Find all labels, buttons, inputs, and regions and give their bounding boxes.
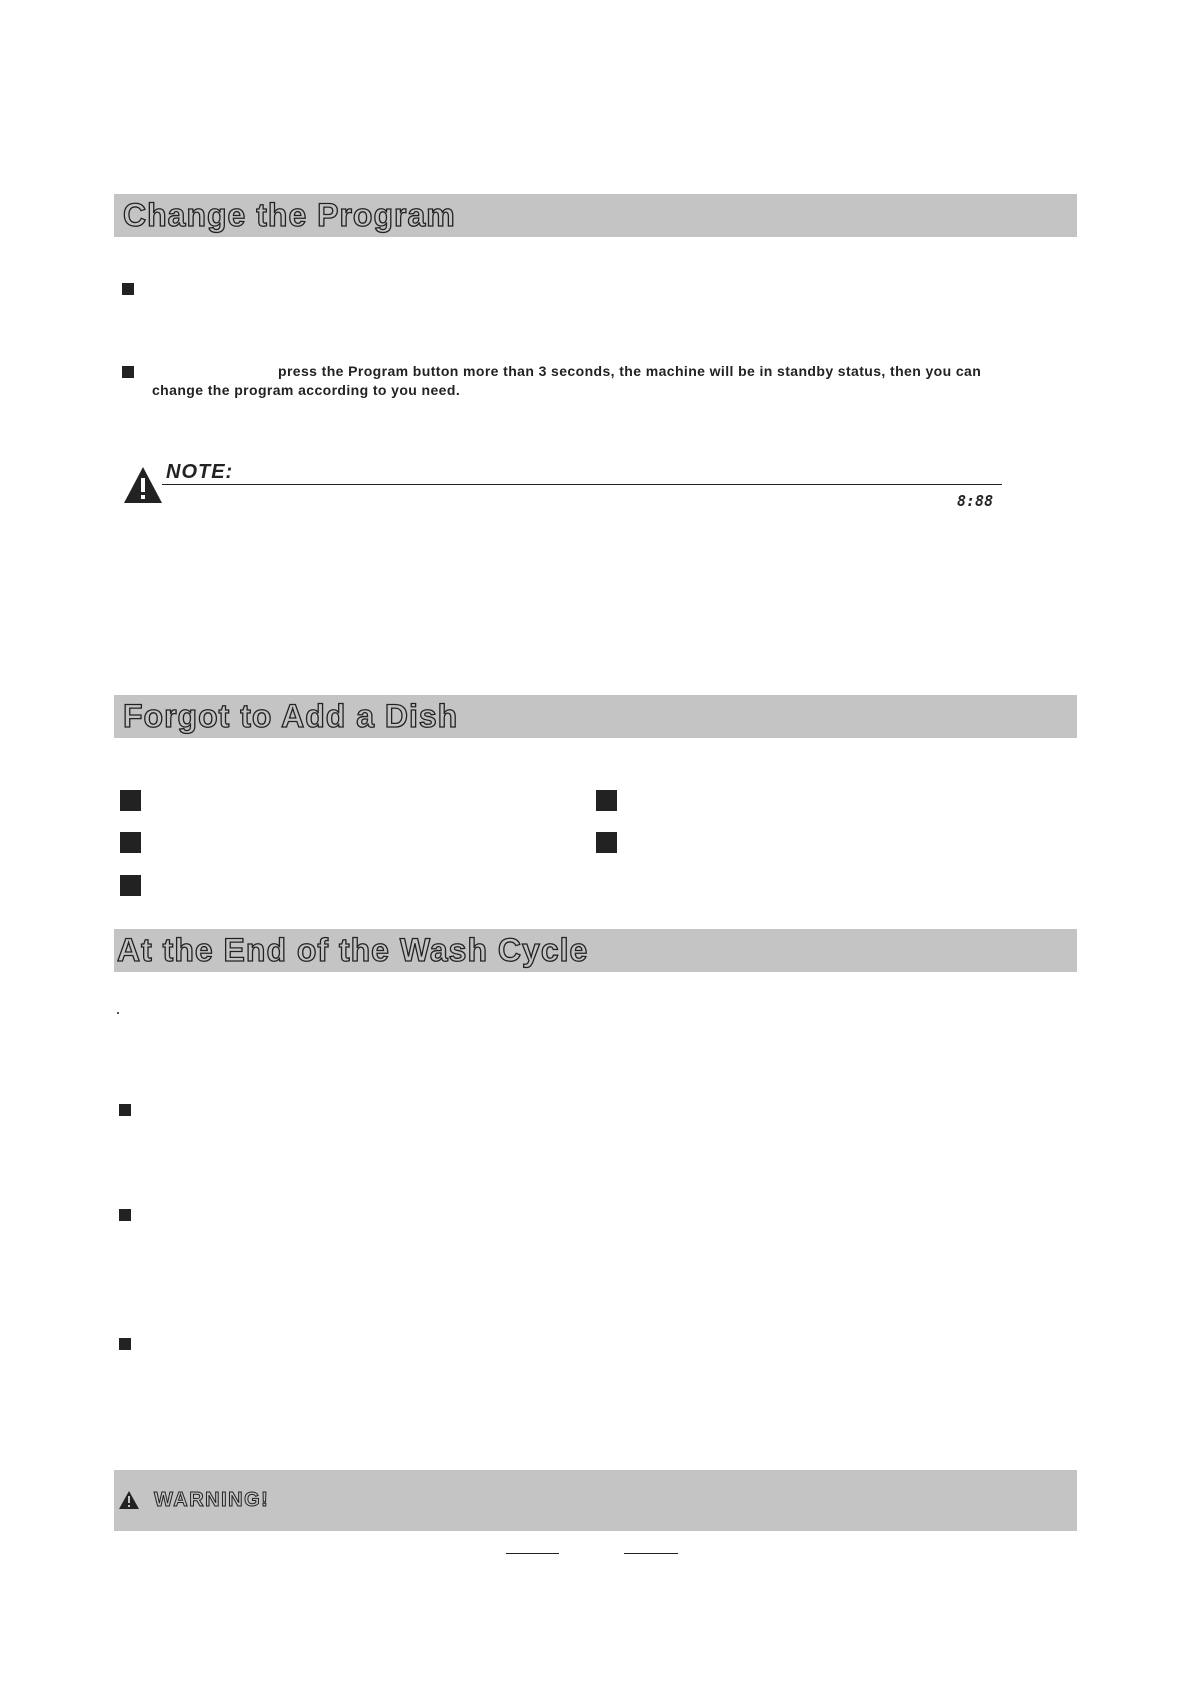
section-header-end-cycle [114,929,1077,972]
warning-triangle-icon [118,1490,140,1510]
note-divider [162,484,1002,485]
bullet-square [119,1104,131,1116]
warning-triangle-icon [123,466,163,504]
section-header-forgot-dish [114,695,1077,738]
blank-underline [624,1553,678,1554]
bullet-square [119,1209,131,1221]
section-header-change-program [114,194,1077,237]
warning-bar [114,1470,1077,1531]
blank-underline [506,1553,559,1554]
step-marker [596,790,617,811]
paragraph-line: press the Program button more than 3 seconds, the machine will be in standby status, then you can [278,363,982,379]
display-digits: 8:88 [957,492,994,510]
note-label: NOTE: [166,461,234,483]
bullet-square [122,366,134,378]
section-title: Change the Program [123,197,456,233]
warning-label: WARNING! [154,1489,270,1511]
stray-dot [117,1012,119,1014]
bullet-square [119,1338,131,1350]
step-marker [596,832,617,853]
step-marker [120,875,141,896]
paragraph-period: . [455,382,461,398]
step-marker [120,790,141,811]
paragraph-text: change the program according to you need [152,382,456,398]
step-marker [120,832,141,853]
section-title: Forgot to Add a Dish [123,698,459,734]
bullet-square [122,283,134,295]
paragraph-line [152,381,460,400]
section-title: At the End of the Wash Cycle [117,932,589,968]
